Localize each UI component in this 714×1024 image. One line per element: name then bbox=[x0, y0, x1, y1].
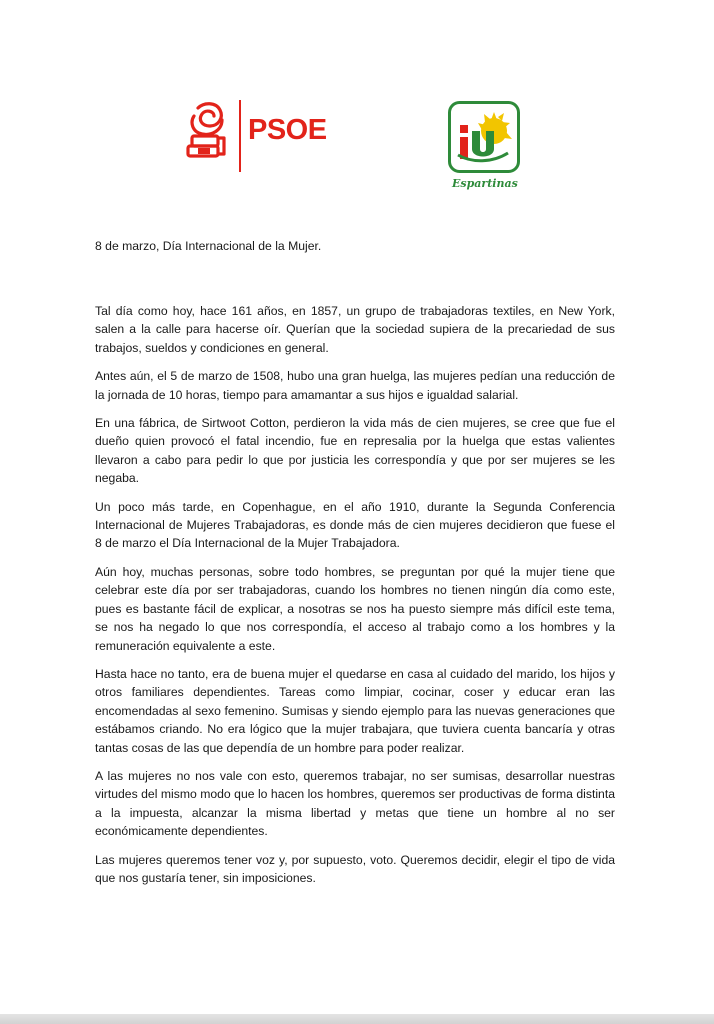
logo-divider bbox=[239, 100, 241, 172]
psoe-logo bbox=[184, 100, 334, 175]
paragraph: A las mujeres no nos vale con esto, queremos trabajar, no ser sumisas, desarrollar nuestras virtudes del mismo modo que lo hacen los hombres, queremos ser productivas de forma distinta a la impuesta, alcanzar la misma libertad y metas que tiene un hombre al no ser económicamente dependientes. bbox=[95, 768, 615, 839]
psoe-logo-text: PSOE bbox=[248, 114, 327, 146]
rose-fist-icon bbox=[184, 102, 230, 162]
paragraph: Tal día como hoy, hace 161 años, en 1857, un grupo de trabajadoras textiles, en New York, salen a la calle para hacerse oír. Querían que la sociedad supiera de la precariedad de sus trabajos, sueldos y condiciones en general. bbox=[95, 304, 615, 355]
paragraph: Las mujeres queremos tener voz y, por supuesto, voto. Queremos decidir, elegir el tipo de vida que nos gustaría tener, sin imposiciones. bbox=[95, 852, 615, 885]
paragraph: Antes aún, el 5 de marzo de 1508, hubo una gran huelga, las mujeres pedían una reducción de la jornada de 10 horas, tiempo para amamantar a sus hijos e igualdad salarial. bbox=[95, 369, 615, 402]
iu-logo-caption: Espartinas bbox=[452, 177, 518, 190]
paragraph: Aún hoy, muchas personas, sobre todo hombres, se preguntan por qué la mujer tiene que celebrar este día por ser trabajadoras, cuando los hombres no tienen ningún día como este, pues es bastante fácil de explicar, a nosotras se nos ha puesto siempre más difícil este tema, se nos ha negado lo que nos correspondía, el acceso al trabajo como a los hombres y la remuneración equivalente a este. bbox=[95, 564, 615, 653]
paragraph: Hasta hace no tanto, era de buena mujer el quedarse en casa al cuidado del marido, los hijos y otros familiares dependientes. Tareas como limpiar, cocinar, coser y educar eran las encomendadas al sexo femenino. Sumisas y siendo ejemplo para las nuevas generaciones que estábamos criando. No era lógico que la mujer trabajara, que tuviera cuenta bancaría y otras tantas cosas de las que dependía de un hombre para poder realizar. bbox=[95, 666, 615, 755]
document-body bbox=[95, 302, 615, 897]
page-bottom-edge bbox=[0, 1014, 714, 1024]
document-title: 8 de marzo, Día Internacional de la Mujer. bbox=[95, 239, 322, 253]
iu-emblem-icon bbox=[448, 101, 520, 173]
iu-logo bbox=[444, 101, 534, 197]
paragraph: Un poco más tarde, en Copenhague, en el año 1910, durante la Segunda Conferencia Internacional de Mujeres Trabajadoras, es donde más de cien mujeres decidieron que fuese el 8 de marzo el Día Internacional de la Mujer Trabajadora. bbox=[95, 499, 615, 551]
paragraph: En una fábrica, de Sirtwoot Cotton, perdieron la vida más de cien mujeres, se cree que fue el dueño quien provocó el fatal incendio, fue en represalia por la huelga que estas valientes llevaron a cabo para pedir lo que por justicia les correspondía y que por ser mujeres se les negaba. bbox=[95, 416, 615, 486]
